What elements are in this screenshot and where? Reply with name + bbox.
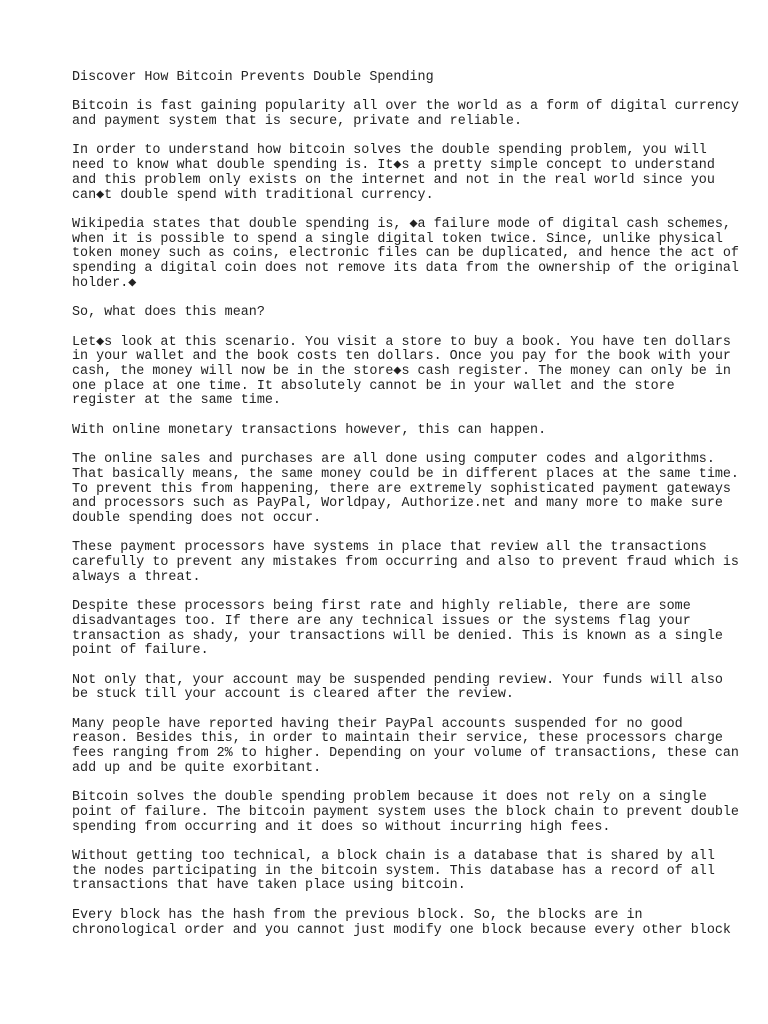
text-line: chronological order and you cannot just modify one block because every other block xyxy=(72,922,731,938)
paragraph xyxy=(72,143,715,203)
paragraph xyxy=(72,99,739,130)
text-line: point of failure. xyxy=(72,643,209,659)
text-line: Wikipedia states that double spending is, ◆a failure mode of digital cash schemes, xyxy=(72,216,731,232)
text-line: disadvantages too. If there are any technical issues or the systems flag your xyxy=(72,613,691,629)
text-line: The online sales and purchases are all done using computer codes and algorithms. xyxy=(72,452,715,468)
paragraph xyxy=(72,424,712,439)
text-line: Bitcoin solves the double spending problem because it does not rely on a single xyxy=(72,790,707,806)
text-line: when it is possible to spend a single digital token twice. Since, unlike physical xyxy=(72,231,723,247)
text-line: Not only that, your account may be suspended pending review. Your funds will also xyxy=(72,672,723,688)
paragraph xyxy=(72,452,739,527)
paragraph xyxy=(72,334,731,410)
paragraph-list xyxy=(72,99,739,938)
text-line: can◆t double spend with traditional currency. xyxy=(72,187,434,203)
text-line: one place at one time. It absolutely cannot be in your wallet and the store xyxy=(72,378,675,394)
text-line: spending a digital coin does not remove its data from the ownership of the original xyxy=(72,261,739,277)
text-line: and payment system that is secure, private and reliable. xyxy=(72,114,522,130)
text-line: To prevent this from happening, there are extremely sophisticated payment gateways xyxy=(72,481,731,497)
paragraph xyxy=(72,907,731,938)
text-line: Without getting too technical, a block chain is a database that is shared by all xyxy=(72,849,715,865)
text-line: Despite these processors being first rate and highly reliable, there are some xyxy=(72,599,691,615)
paragraph xyxy=(72,216,739,292)
text-line: register at the same time. xyxy=(72,393,281,409)
text-line: double spending does not occur. xyxy=(72,510,322,526)
text-line: carefully to prevent any mistakes from occurring and also to prevent fraud which is xyxy=(72,555,739,571)
text-line: need to know what double spending is. It◆s a pretty simple concept to understand xyxy=(72,158,715,174)
text-line: and processors such as PayPal, Worldpay, Authorize.net and many more to make sure xyxy=(72,496,723,512)
paragraph xyxy=(72,672,723,703)
text-line: in your wallet and the book costs ten dollars. Once you pay for the book with your xyxy=(72,349,731,365)
text-line: With online monetary transactions however, this can happen. xyxy=(72,422,547,438)
text-line: Bitcoin is fast gaining popularity all over the world as a form of digital currency xyxy=(72,99,739,115)
paragraph xyxy=(72,790,739,835)
text-line: holder.◆ xyxy=(72,275,137,291)
text-line: Let◆s look at this scenario. You visit a store to buy a book. You have ten dollars xyxy=(72,334,731,350)
text-line: point of failure. The bitcoin payment system uses the block chain to prevent double xyxy=(72,804,739,820)
paragraph xyxy=(72,716,739,777)
text-line: token money such as coins, electronic files can be duplicated, and hence the act of xyxy=(72,246,739,262)
paragraph xyxy=(72,849,715,894)
text-line: transactions that have taken place using bitcoin. xyxy=(72,878,466,894)
document-title: Discover How Bitcoin Prevents Double Spending xyxy=(72,70,434,85)
text-line: be stuck till your account is cleared after the review. xyxy=(72,687,514,703)
text-line: Every block has the hash from the previous block. So, the blocks are in xyxy=(72,907,643,923)
paragraph xyxy=(72,306,712,321)
text-line: cash, the money will now be in the store◆s cash register. The money can only be in xyxy=(72,363,731,379)
text-line: Many people have reported having their PayPal accounts suspended for no good xyxy=(72,716,683,732)
text-line: fees ranging from 2% to higher. Depending on your volume of transactions, these can xyxy=(72,746,739,762)
text-line: add up and be quite exorbitant. xyxy=(72,760,322,776)
text-line: In order to understand how bitcoin solves the double spending problem, you will xyxy=(72,143,707,159)
text-line: always a threat. xyxy=(72,569,201,585)
text-line: That basically means, the same money could be in different places at the same time. xyxy=(72,466,739,482)
text-line: the nodes participating in the bitcoin system. This database has a record of all xyxy=(72,863,715,879)
paragraph xyxy=(72,599,723,659)
text-line: reason. Besides this, in order to maintain their service, these processors charge xyxy=(72,731,723,747)
document-body xyxy=(72,70,739,953)
text-line: spending from occurring and it does so without incurring high fees. xyxy=(72,819,611,835)
text-line: transaction as shady, your transactions will be denied. This is known as a single xyxy=(72,628,723,644)
text-line: and this problem only exists on the internet and not in the real world since you xyxy=(72,172,715,188)
text-line: So, what does this mean? xyxy=(72,305,265,321)
paragraph xyxy=(72,540,739,585)
text-line: These payment processors have systems in place that review all the transactions xyxy=(72,540,707,556)
